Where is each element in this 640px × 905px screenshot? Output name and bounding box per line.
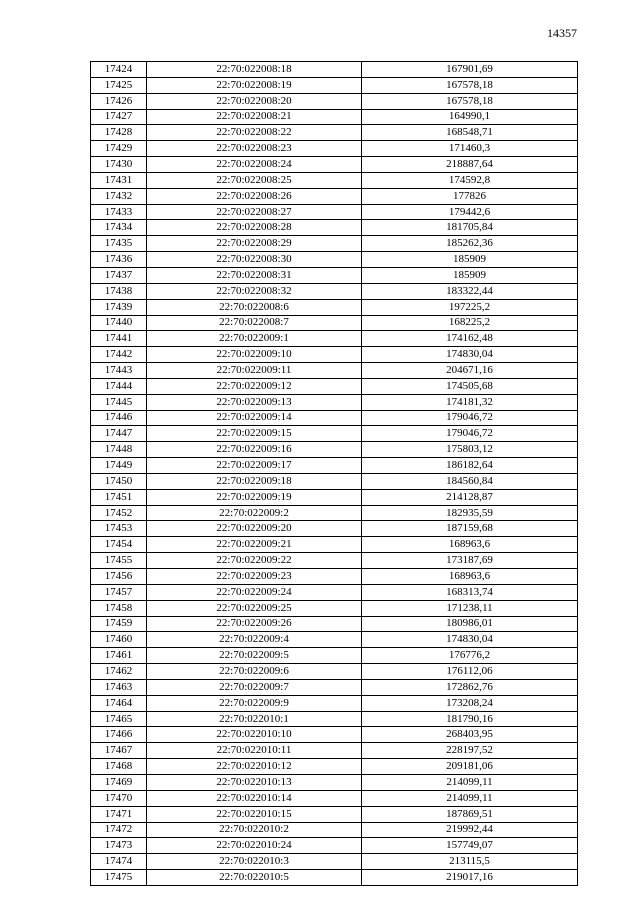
table-row [91, 410, 578, 426]
value-cell: 173208,24 [362, 695, 578, 711]
cadastral-number-cell: 22:70:022009:15 [147, 426, 362, 442]
row-number-cell: 17434 [91, 220, 147, 236]
table-row [91, 93, 578, 109]
value-cell: 181790,16 [362, 711, 578, 727]
row-number-cell: 17470 [91, 790, 147, 806]
row-number-cell: 17435 [91, 236, 147, 252]
value-cell: 204671,16 [362, 363, 578, 379]
row-number-cell: 17467 [91, 743, 147, 759]
table-row [91, 267, 578, 283]
value-cell: 167578,18 [362, 93, 578, 109]
value-cell: 167901,69 [362, 62, 578, 78]
value-cell: 174830,04 [362, 347, 578, 363]
page-number: 14357 [547, 26, 577, 40]
cadastral-number-cell: 22:70:022009:18 [147, 473, 362, 489]
value-cell: 187159,68 [362, 521, 578, 537]
row-number-cell: 17463 [91, 679, 147, 695]
cadastral-number-cell: 22:70:022010:15 [147, 806, 362, 822]
cadastral-number-cell: 22:70:022008:26 [147, 188, 362, 204]
cadastral-number-cell: 22:70:022008:27 [147, 204, 362, 220]
cadastral-number-cell: 22:70:022009:25 [147, 600, 362, 616]
cadastral-number-cell: 22:70:022009:17 [147, 458, 362, 474]
table-row [91, 394, 578, 410]
cadastral-number-cell: 22:70:022008:28 [147, 220, 362, 236]
table-row [91, 473, 578, 489]
row-number-cell: 17443 [91, 363, 147, 379]
cadastral-number-cell: 22:70:022009:7 [147, 679, 362, 695]
row-number-cell: 17454 [91, 537, 147, 553]
table-row [91, 600, 578, 616]
row-number-cell: 17453 [91, 521, 147, 537]
value-cell: 168963,6 [362, 537, 578, 553]
value-cell: 228197,52 [362, 743, 578, 759]
value-cell: 174830,04 [362, 632, 578, 648]
row-number-cell: 17427 [91, 109, 147, 125]
value-cell: 197225,2 [362, 299, 578, 315]
value-cell: 182935,59 [362, 505, 578, 521]
cadastral-number-cell: 22:70:022008:29 [147, 236, 362, 252]
value-cell: 168225,2 [362, 315, 578, 331]
cadastral-number-cell: 22:70:022008:19 [147, 77, 362, 93]
cadastral-number-cell: 22:70:022009:5 [147, 648, 362, 664]
value-cell: 176112,06 [362, 664, 578, 680]
row-number-cell: 17438 [91, 283, 147, 299]
value-cell: 176776,2 [362, 648, 578, 664]
value-cell: 218887,64 [362, 157, 578, 173]
value-cell: 168313,74 [362, 584, 578, 600]
cadastral-number-cell: 22:70:022008:18 [147, 62, 362, 78]
cadastral-number-cell: 22:70:022009:1 [147, 331, 362, 347]
value-cell: 181705,84 [362, 220, 578, 236]
table-row [91, 378, 578, 394]
row-number-cell: 17469 [91, 774, 147, 790]
value-cell: 179046,72 [362, 426, 578, 442]
row-number-cell: 17475 [91, 870, 147, 886]
table-row [91, 806, 578, 822]
table-row [91, 125, 578, 141]
row-number-cell: 17474 [91, 854, 147, 870]
row-number-cell: 17445 [91, 394, 147, 410]
row-number-cell: 17449 [91, 458, 147, 474]
table-row [91, 458, 578, 474]
cadastral-number-cell: 22:70:022008:22 [147, 125, 362, 141]
table-row [91, 679, 578, 695]
cadastral-number-cell: 22:70:022009:4 [147, 632, 362, 648]
table-row [91, 299, 578, 315]
value-cell: 171460,3 [362, 141, 578, 157]
table-row [91, 141, 578, 157]
row-number-cell: 17473 [91, 838, 147, 854]
value-cell: 172862,76 [362, 679, 578, 695]
table-row [91, 331, 578, 347]
cadastral-number-cell: 22:70:022008:23 [147, 141, 362, 157]
value-cell: 167578,18 [362, 77, 578, 93]
cadastral-number-cell: 22:70:022010:3 [147, 854, 362, 870]
cadastral-number-cell: 22:70:022010:13 [147, 774, 362, 790]
table-row [91, 664, 578, 680]
value-cell: 219017,16 [362, 870, 578, 886]
cadastral-number-cell: 22:70:022009:2 [147, 505, 362, 521]
table-row [91, 204, 578, 220]
table-row [91, 109, 578, 125]
cadastral-number-cell: 22:70:022010:2 [147, 822, 362, 838]
cadastral-number-cell: 22:70:022008:25 [147, 172, 362, 188]
row-number-cell: 17440 [91, 315, 147, 331]
value-cell: 187869,51 [362, 806, 578, 822]
value-cell: 168548,71 [362, 125, 578, 141]
data-table [90, 61, 578, 886]
cadastral-number-cell: 22:70:022009:22 [147, 553, 362, 569]
value-cell: 268403,95 [362, 727, 578, 743]
row-number-cell: 17428 [91, 125, 147, 141]
value-cell: 174505,68 [362, 378, 578, 394]
table-row [91, 363, 578, 379]
row-number-cell: 17425 [91, 77, 147, 93]
value-cell: 177826 [362, 188, 578, 204]
value-cell: 219992,44 [362, 822, 578, 838]
cadastral-number-cell: 22:70:022010:14 [147, 790, 362, 806]
table-row [91, 315, 578, 331]
table-row [91, 77, 578, 93]
table-row [91, 220, 578, 236]
cadastral-number-cell: 22:70:022009:23 [147, 569, 362, 585]
table-row [91, 584, 578, 600]
cadastral-number-cell: 22:70:022009:12 [147, 378, 362, 394]
row-number-cell: 17455 [91, 553, 147, 569]
row-number-cell: 17472 [91, 822, 147, 838]
value-cell: 183322,44 [362, 283, 578, 299]
cadastral-number-cell: 22:70:022008:30 [147, 252, 362, 268]
cadastral-number-cell: 22:70:022008:6 [147, 299, 362, 315]
cadastral-number-cell: 22:70:022008:31 [147, 267, 362, 283]
row-number-cell: 17431 [91, 172, 147, 188]
table-row [91, 505, 578, 521]
cadastral-number-cell: 22:70:022010:11 [147, 743, 362, 759]
table-body [91, 62, 578, 886]
table-row [91, 870, 578, 886]
value-cell: 157749,07 [362, 838, 578, 854]
table-row [91, 537, 578, 553]
row-number-cell: 17447 [91, 426, 147, 442]
cadastral-number-cell: 22:70:022009:20 [147, 521, 362, 537]
cadastral-number-cell: 22:70:022009:26 [147, 616, 362, 632]
row-number-cell: 17468 [91, 759, 147, 775]
value-cell: 174181,32 [362, 394, 578, 410]
table-row [91, 569, 578, 585]
table-row [91, 236, 578, 252]
row-number-cell: 17446 [91, 410, 147, 426]
value-cell: 180986,01 [362, 616, 578, 632]
cadastral-number-cell: 22:70:022010:5 [147, 870, 362, 886]
row-number-cell: 17426 [91, 93, 147, 109]
table-row [91, 727, 578, 743]
value-cell: 185262,36 [362, 236, 578, 252]
row-number-cell: 17450 [91, 473, 147, 489]
table-row [91, 347, 578, 363]
cadastral-number-cell: 22:70:022008:20 [147, 93, 362, 109]
cadastral-number-cell: 22:70:022009:6 [147, 664, 362, 680]
row-number-cell: 17432 [91, 188, 147, 204]
cadastral-number-cell: 22:70:022009:11 [147, 363, 362, 379]
cadastral-number-cell: 22:70:022009:13 [147, 394, 362, 410]
table-row [91, 759, 578, 775]
row-number-cell: 17433 [91, 204, 147, 220]
value-cell: 185909 [362, 267, 578, 283]
value-cell: 185909 [362, 252, 578, 268]
table-row [91, 442, 578, 458]
table-row [91, 172, 578, 188]
table-row [91, 695, 578, 711]
row-number-cell: 17437 [91, 267, 147, 283]
table-row [91, 252, 578, 268]
table-row [91, 283, 578, 299]
cadastral-number-cell: 22:70:022010:24 [147, 838, 362, 854]
table-row [91, 648, 578, 664]
value-cell: 186182,64 [362, 458, 578, 474]
row-number-cell: 17452 [91, 505, 147, 521]
table-row [91, 188, 578, 204]
value-cell: 168963,6 [362, 569, 578, 585]
cadastral-number-cell: 22:70:022008:24 [147, 157, 362, 173]
table-row [91, 62, 578, 78]
table-row [91, 854, 578, 870]
table-row [91, 632, 578, 648]
cadastral-number-cell: 22:70:022009:10 [147, 347, 362, 363]
row-number-cell: 17465 [91, 711, 147, 727]
value-cell: 175803,12 [362, 442, 578, 458]
cadastral-number-cell: 22:70:022009:21 [147, 537, 362, 553]
row-number-cell: 17441 [91, 331, 147, 347]
row-number-cell: 17462 [91, 664, 147, 680]
table-row [91, 790, 578, 806]
row-number-cell: 17461 [91, 648, 147, 664]
row-number-cell: 17436 [91, 252, 147, 268]
cadastral-number-cell: 22:70:022008:7 [147, 315, 362, 331]
value-cell: 209181,06 [362, 759, 578, 775]
cadastral-number-cell: 22:70:022009:14 [147, 410, 362, 426]
row-number-cell: 17439 [91, 299, 147, 315]
value-cell: 171238,11 [362, 600, 578, 616]
value-cell: 214128,87 [362, 489, 578, 505]
value-cell: 173187,69 [362, 553, 578, 569]
row-number-cell: 17444 [91, 378, 147, 394]
table-row [91, 616, 578, 632]
row-number-cell: 17456 [91, 569, 147, 585]
value-cell: 184560,84 [362, 473, 578, 489]
cadastral-number-cell: 22:70:022010:12 [147, 759, 362, 775]
cadastral-number-cell: 22:70:022009:16 [147, 442, 362, 458]
cadastral-number-cell: 22:70:022009:19 [147, 489, 362, 505]
table-row [91, 711, 578, 727]
value-cell: 214099,11 [362, 790, 578, 806]
table-row [91, 426, 578, 442]
cadastral-number-cell: 22:70:022009:9 [147, 695, 362, 711]
row-number-cell: 17442 [91, 347, 147, 363]
table-row [91, 157, 578, 173]
table-row [91, 822, 578, 838]
row-number-cell: 17457 [91, 584, 147, 600]
row-number-cell: 17458 [91, 600, 147, 616]
table-row [91, 774, 578, 790]
cadastral-number-cell: 22:70:022008:21 [147, 109, 362, 125]
row-number-cell: 17464 [91, 695, 147, 711]
row-number-cell: 17448 [91, 442, 147, 458]
row-number-cell: 17459 [91, 616, 147, 632]
row-number-cell: 17471 [91, 806, 147, 822]
value-cell: 174592,8 [362, 172, 578, 188]
table-row [91, 553, 578, 569]
cadastral-number-cell: 22:70:022010:1 [147, 711, 362, 727]
cadastral-number-cell: 22:70:022009:24 [147, 584, 362, 600]
row-number-cell: 17429 [91, 141, 147, 157]
value-cell: 179046,72 [362, 410, 578, 426]
table-row [91, 489, 578, 505]
value-cell: 164990,1 [362, 109, 578, 125]
value-cell: 213115,5 [362, 854, 578, 870]
cadastral-number-cell: 22:70:022008:32 [147, 283, 362, 299]
table-row [91, 521, 578, 537]
row-number-cell: 17430 [91, 157, 147, 173]
row-number-cell: 17466 [91, 727, 147, 743]
table-row [91, 743, 578, 759]
row-number-cell: 17460 [91, 632, 147, 648]
value-cell: 179442,6 [362, 204, 578, 220]
value-cell: 214099,11 [362, 774, 578, 790]
row-number-cell: 17424 [91, 62, 147, 78]
table-row [91, 838, 578, 854]
cadastral-number-cell: 22:70:022010:10 [147, 727, 362, 743]
value-cell: 174162,48 [362, 331, 578, 347]
row-number-cell: 17451 [91, 489, 147, 505]
